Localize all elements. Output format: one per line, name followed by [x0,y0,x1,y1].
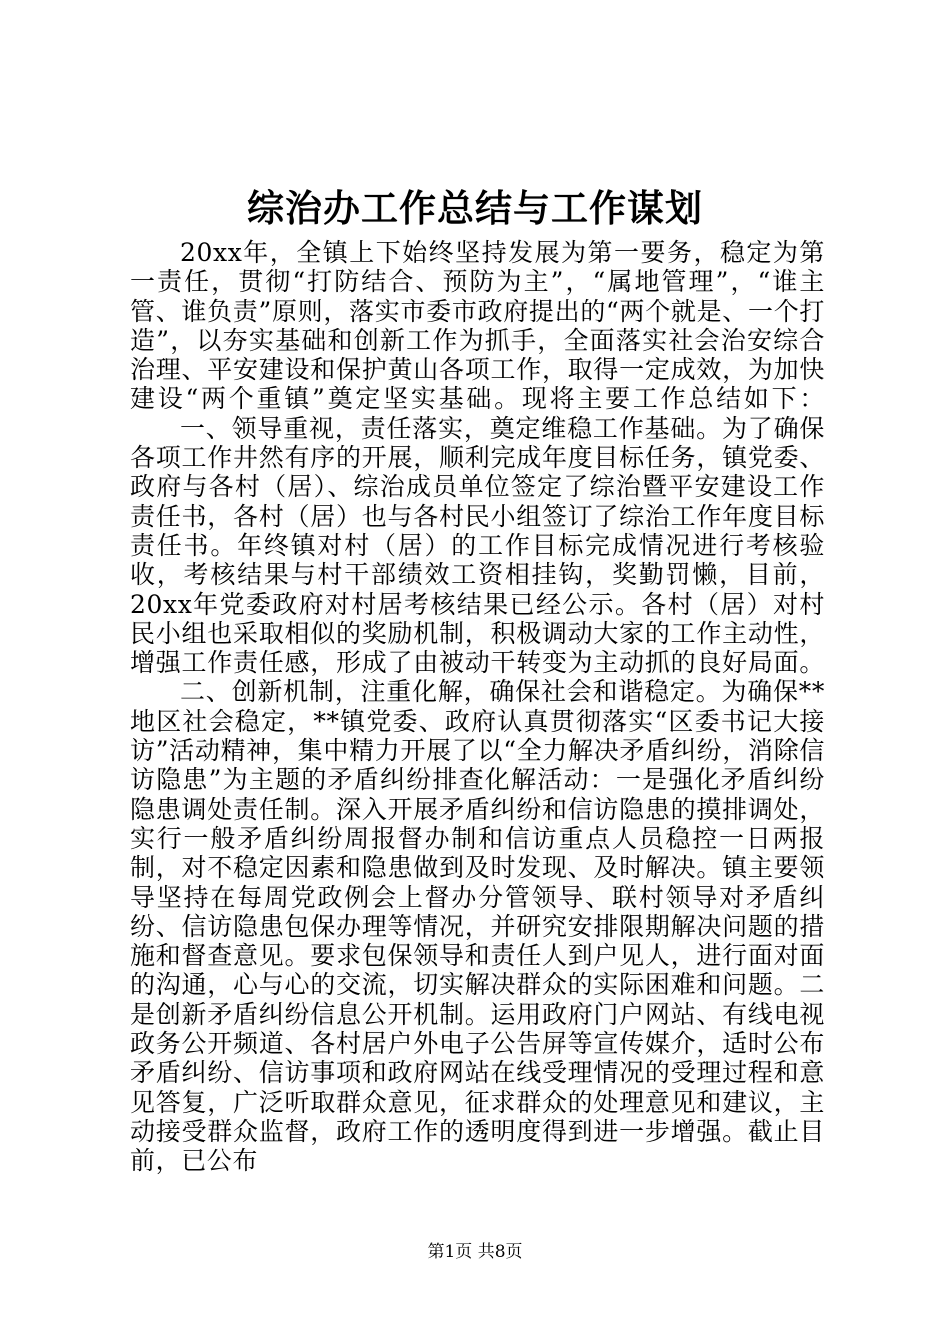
document-body [130,238,825,1176]
paragraph-intro: 20xx年，全镇上下始终坚持发展为第一要务，稳定为第一责任，贯彻“打防结合、预防为主”，“属地管理”，“谁主管、谁负责”原则，落实市委市政府提出的“两个就是、一个打造”，以夯实基础和创新工作为抓手，全面落实社会治安综合治理、平安建设和保护黄山各项工作，取得一定成效，为加快建设“两个重镇”奠定坚实基础。现将主要工作总结如下： [130,238,825,414]
page-footer: 第1页 共8页 [427,1242,523,1262]
paragraph-section-2: 二、创新机制，注重化解，确保社会和谐稳定。为确保**地区社会稳定，**镇党委、政府认真贯彻落实“区委书记大接访”活动精神，集中精力开展了以“全力解决矛盾纠纷，消除信访隐患”为主题的矛盾纠纷排查化解活动：一是强化矛盾纠纷隐患调处责任制。深入开展矛盾纠纷和信访隐患的摸排调处，实行一般矛盾纠纷周报督办制和信访重点人员稳控一日两报制，对不稳定因素和隐患做到及时发现、及时解决。镇主要领导坚持在每周党政例会上督办分管领导、联村领导对矛盾纠纷、信访隐患包保办理等情况，并研究安排限期解决问题的措施和督查意见。要求包保领导和责任人到户见人，进行面对面的沟通，心与心的交流，切实解决群众的实际困难和问题。二是创新矛盾纠纷信息公开机制。运用政府门户网站、有线电视政务公开频道、各村居户外电子公告屏等宣传媒介，适时公布矛盾纠纷、信访事项和政府网站在线受理情况的受理过程和意见答复，广泛听取群众意见，征求群众的处理意见和建议，主动接受群众监督，政府工作的透明度得到进一步增强。截止目前，已公布 [130,677,825,1176]
paragraph-section-1: 一、领导重视，责任落实，奠定维稳工作基础。为了确保各项工作井然有序的开展，顺利完成年度目标任务，镇党委、政府与各村（居）、综治成员单位签定了综治暨平安建设工作责任书，各村（居）也与各村民小组签订了综治工作年度目标责任书。年终镇对村（居）的工作目标完成情况进行考核验收，考核结果与村干部绩效工资相挂钩，奖勤罚懒，目前，20xx年党委政府对村居考核结果已经公示。各村（居）对村民小组也采取相似的奖励机制，积极调动大家的工作主动性，增强工作责任感，形成了由被动干转变为主动抓的良好局面。 [130,413,825,678]
document-title: 综治办工作总结与工作谋划 [247,186,703,230]
